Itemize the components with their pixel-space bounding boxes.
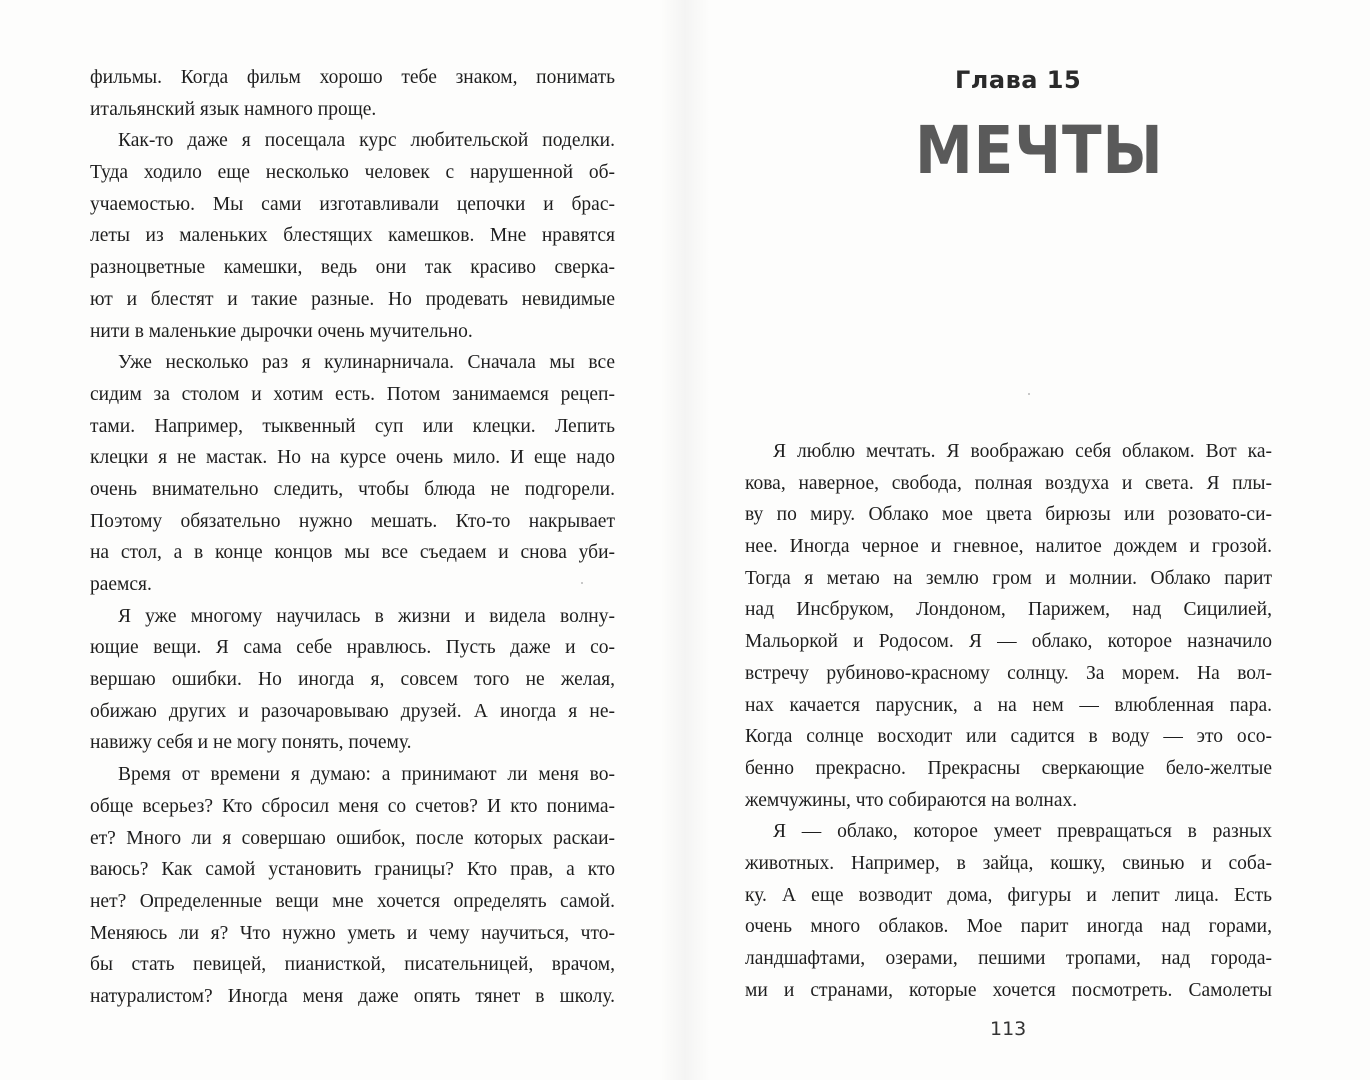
text-line: ваюсь? Как самой установить границы? Кто прав, а кто bbox=[90, 859, 615, 881]
text-line: Туда ходило еще несколько человек с нарушенной об- bbox=[90, 162, 615, 184]
text-line: бенно прекрасно. Прекрасны сверкающие бело-желтые bbox=[745, 757, 1272, 779]
text-line: бы стать певицей, пианисткой, писательницей, врачом, bbox=[90, 954, 615, 976]
text-line: обще всерьез? Кто сбросил меня со счетов? И кто понима- bbox=[90, 795, 615, 817]
book-gutter bbox=[660, 0, 710, 1080]
text-line: очень много облаков. Мое парит иногда над горами, bbox=[745, 916, 1272, 938]
text-line: нити в маленькие дырочки очень мучительно. bbox=[90, 320, 473, 342]
text-line: над Инсбруком, Лондоном, Парижем, над Сицилией, bbox=[745, 599, 1272, 621]
left-page bbox=[90, 0, 615, 1080]
left-page-text bbox=[90, 62, 615, 1013]
text-line: ми и странами, которые хочется посмотреть. Самолеты bbox=[745, 979, 1272, 1001]
text-line: Когда солнце восходит или садится в воду — это осо- bbox=[745, 726, 1272, 748]
text-line: леты из маленьких блестящих камешков. Мне нравятся bbox=[90, 225, 615, 247]
text-line: вершаю ошибки. Но иногда я, совсем того не желая, bbox=[90, 669, 615, 691]
text-line: на стол, а в конце концов мы все съедаем и снова уби- bbox=[90, 542, 615, 564]
text-line: сидим за столом и хотим есть. Потом занимаемся рецеп- bbox=[90, 383, 615, 405]
text-line: ву по миру. Облако мое цвета бирюзы или розовато-си- bbox=[745, 504, 1272, 526]
text-line: Я люблю мечтать. Я воображаю себя облаком. Вот ка- bbox=[773, 441, 1272, 462]
text-line: кова, наверное, свобода, полная воздуха и света. Я плы- bbox=[745, 472, 1272, 494]
text-line: Тогда я метаю на землю гром и молнии. Облако парит bbox=[745, 567, 1272, 589]
text-line: учаемостью. Мы сами изготавливали цепочки и брас- bbox=[90, 193, 615, 215]
text-line: раемся. bbox=[90, 574, 152, 595]
chapter-label: Глава 15 bbox=[955, 66, 1082, 94]
text-line: нет? Определенные вещи мне хочется определять самой. bbox=[90, 890, 615, 912]
text-line: ют и блестят и такие разные. Но продевать невидимые bbox=[90, 288, 615, 310]
text-line: разноцветные камешки, ведь они так красиво сверка- bbox=[90, 257, 615, 279]
text-line: тами. Например, тыквенный суп или клецки. Лепить bbox=[90, 415, 615, 437]
text-line: животных. Например, в зайца, кошку, свинью и соба- bbox=[745, 852, 1272, 874]
text-line: клецки я не мастак. Но на курсе очень мило. И еще надо bbox=[90, 447, 615, 469]
text-line: Я уже многому научилась в жизни и видела волну- bbox=[118, 605, 615, 627]
text-line: Как-то даже я посещала курс любительской поделки. bbox=[118, 130, 615, 152]
text-line: жемчужины, что собираются на волнах. bbox=[745, 789, 1078, 811]
page-number: 113 bbox=[990, 1018, 1027, 1040]
text-line: ющие вещи. Я сама себе нравлюсь. Пусть даже и со- bbox=[90, 637, 615, 659]
paper-speck bbox=[1028, 393, 1030, 395]
text-line: Время от времени я думаю: а принимают ли меня во- bbox=[118, 764, 615, 786]
text-line: ку. А еще возводит дома, фигуры и лепит лица. Есть bbox=[745, 884, 1272, 906]
paper-speck bbox=[581, 582, 583, 584]
text-line: нее. Иногда черное и гневное, налитое дождем и грозой. bbox=[745, 536, 1272, 558]
text-line: фильмы. Когда фильм хорошо тебе знаком, понимать bbox=[90, 67, 615, 88]
text-line: итальянский язык намного проще. bbox=[90, 98, 377, 120]
chapter-title: МЕЧТЫ bbox=[915, 112, 1164, 189]
text-line: натуралистом? Иногда меня даже опять тянет в школу. bbox=[90, 985, 615, 1007]
text-line: обижаю других и разочаровываю друзей. А иногда я не- bbox=[90, 700, 615, 722]
text-line: Уже несколько раз я кулинарничала. Сначала мы все bbox=[118, 352, 615, 374]
text-line: нах качается парусник, а на нем — влюбленная пара. bbox=[745, 694, 1272, 716]
text-line: очень внимательно следить, чтобы блюда не подгорели. bbox=[90, 478, 615, 500]
text-line: Поэтому обязательно нужно мешать. Кто-то накрывает bbox=[90, 510, 615, 532]
text-line: навижу себя и не могу понять, почему. bbox=[90, 732, 412, 754]
text-line: Меняюсь ли я? Что нужно уметь и чему научиться, что- bbox=[90, 922, 615, 944]
text-line: встречу рубиново-красному солнцу. За морем. На вол- bbox=[745, 662, 1272, 684]
right-page-text bbox=[745, 436, 1272, 1006]
text-line: ландшафтами, озерами, пешими тропами, над города- bbox=[745, 948, 1272, 969]
text-line: ет? Много ли я совершаю ошибок, после которых раскаи- bbox=[90, 827, 615, 849]
text-line: Я — облако, которое умеет превращаться в разных bbox=[773, 821, 1272, 843]
text-line: Мальоркой и Родосом. Я — облако, которое назначило bbox=[745, 631, 1272, 653]
